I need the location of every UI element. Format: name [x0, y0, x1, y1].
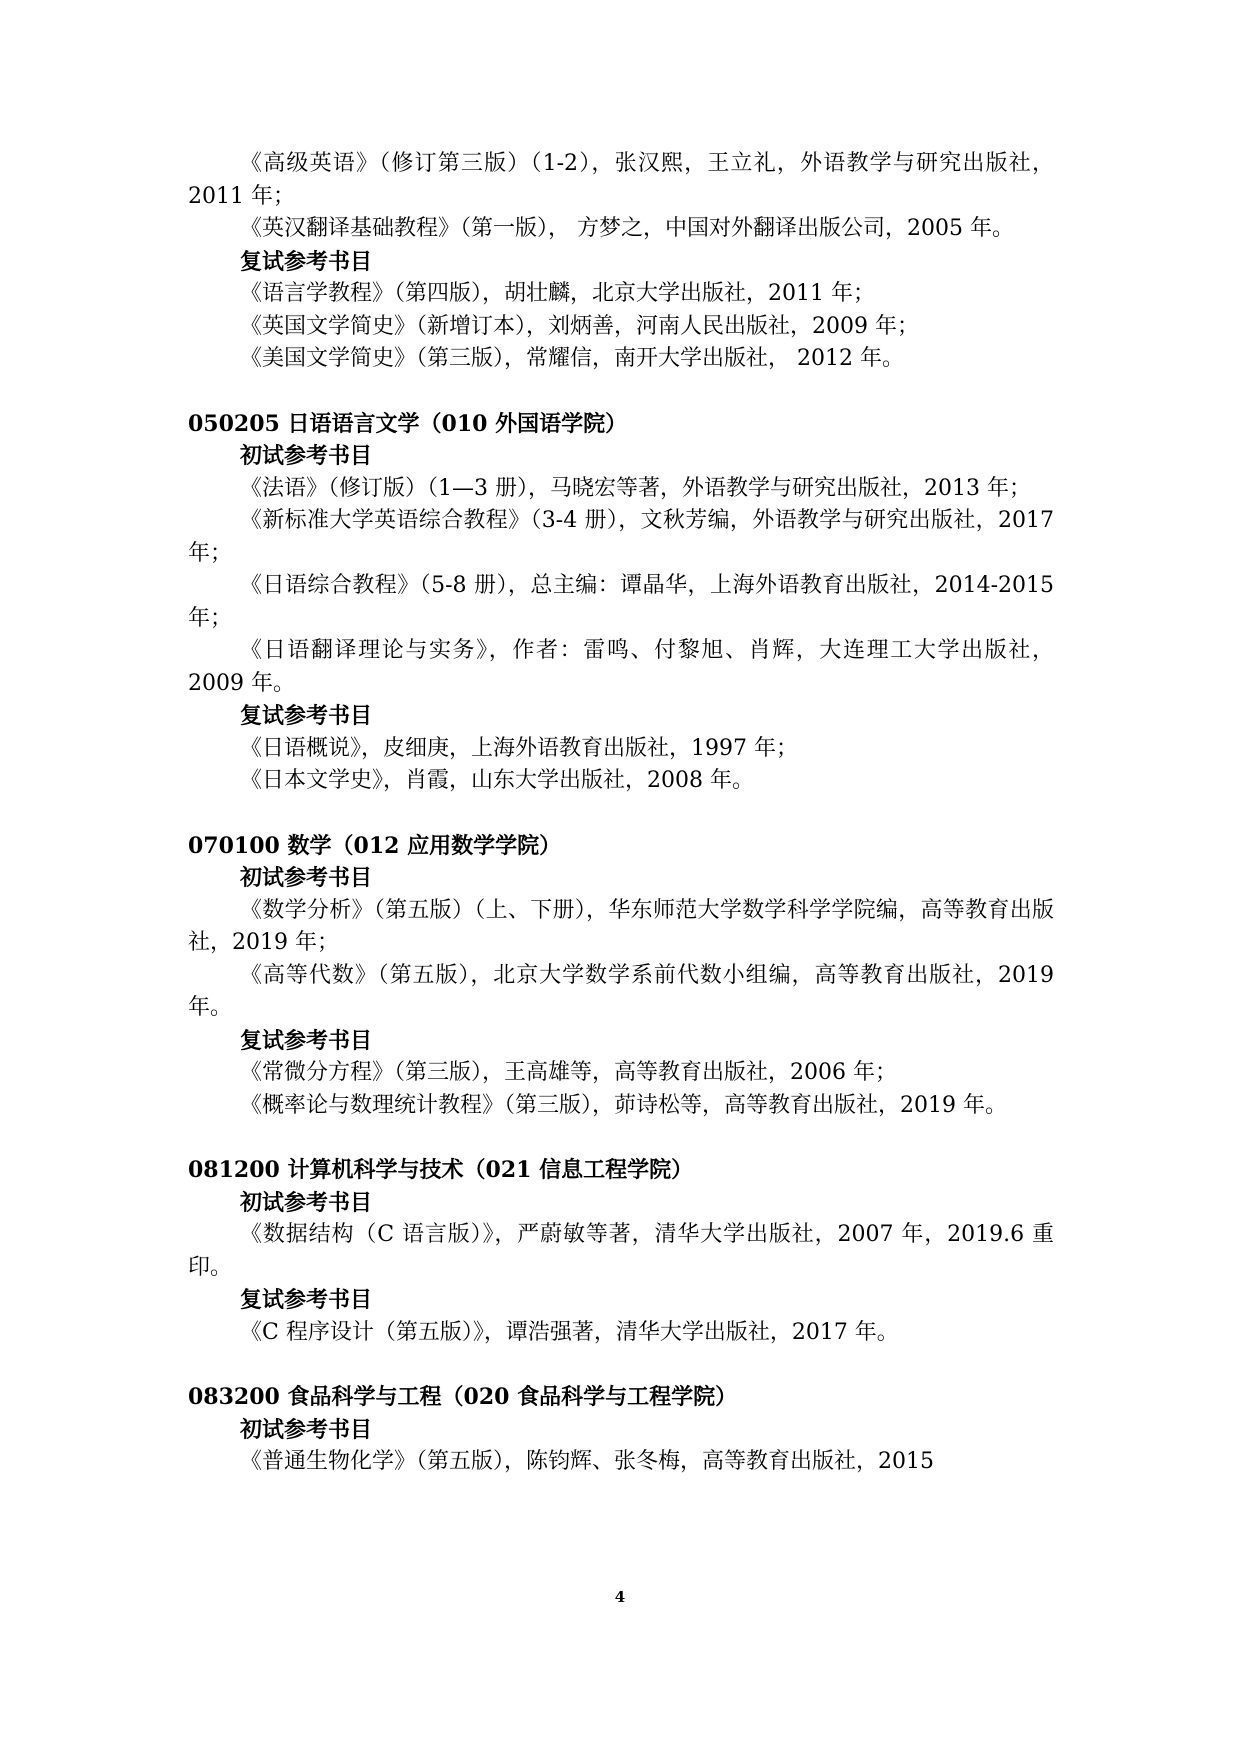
retest-heading: 复试参考书目: [240, 703, 373, 729]
section-spacer: [188, 1349, 1054, 1381]
section-spacer: [188, 376, 1054, 408]
book-entry: 《C 程序设计（第五版）》，谭浩强著，清华大学出版社，2017 年。: [240, 1319, 899, 1345]
section-spacer: [188, 798, 1054, 830]
retest-heading: 复试参考书目: [240, 248, 373, 275]
book-entry: 《数学分析》（第五版）（上、下册），华东师范大学数学科学学院编，高等教育出版社，2019 年；: [188, 897, 1054, 955]
book-entry: 《新标准大学英语综合教程》（3-4 册），文秋芳编，外语教学与研究出版社，2017 年；: [188, 508, 1054, 566]
book-entry: 《日语综合教程》（5-8 册），总主编：谭晶华，上海外语教育出版社，2014-2015 年；: [188, 573, 1054, 631]
book-entry: 《法语》（修订版）（1—3 册），马晓宏等著，外语教学与研究出版社，2013 年；: [240, 475, 1031, 501]
book-entry: 《常微分方程》（第三版），王高雄等，高等教育出版社，2006 年；: [240, 1060, 897, 1085]
section-title: 070100 数学（012 应用数学学院）: [188, 832, 562, 859]
page-content: [188, 148, 1054, 1479]
first-exam-heading: 初试参考书目: [240, 1416, 373, 1443]
first-exam-heading: 初试参考书目: [240, 1189, 373, 1216]
book-entry: 《日语翻译理论与实务》，作者：雷鸣、付黎旭、肖辉，大连理工大学出版社，2009 年。: [188, 638, 1054, 696]
first-exam-heading: 初试参考书目: [240, 865, 373, 891]
book-entry: 《美国文学简史》（第三版），常耀信，南开大学出版社， 2012 年。: [240, 346, 904, 371]
book-entry: 《日语概说》，皮细庚，上海外语教育出版社，1997 年；: [240, 735, 798, 761]
section-spacer: [188, 1122, 1054, 1154]
page-number: 4: [614, 1588, 626, 1606]
first-exam-heading: 初试参考书目: [240, 443, 373, 469]
book-entry: 《数据结构（C 语言版）》，严蔚敏等著，清华大学出版社，2007 年，2019.6 重印。: [188, 1222, 1054, 1280]
book-entry: 《英汉翻译基础教程》（第一版）， 方梦之，中国对外翻译出版公司，2005 年。: [240, 216, 1014, 241]
book-entry: 《普通生物化学》（第五版），陈钧辉、张冬梅，高等教育出版社，2015: [240, 1449, 934, 1474]
book-entry: 《日本文学史》，肖霞，山东大学出版社，2008 年。: [240, 768, 754, 793]
book-entry: 《高等代数》（第五版），北京大学数学系前代数小组编，高等教育出版社，2019 年。: [188, 962, 1054, 1020]
section-title: 081200 计算机科学与技术（021 信息工程学院）: [188, 1157, 694, 1183]
book-entry: 《英国文学简史》（新增订本），刘炳善，河南人民出版社，2009 年；: [240, 313, 919, 339]
retest-heading: 复试参考书目: [240, 1027, 373, 1054]
section-title: 050205 日语语言文学（010 外国语学院）: [188, 410, 628, 437]
book-entry: 《高级英语》（修订第三版）（1-2），张汉熙，王立礼，外语教学与研究出版社，2011 年；: [188, 151, 1054, 209]
section-title: 083200 食品科学与工程（020 食品科学与工程学院）: [188, 1384, 738, 1410]
book-entry: 《概率论与数理统计教程》（第三版），茆诗松等，高等教育出版社，2019 年。: [240, 1092, 1007, 1118]
retest-heading: 复试参考书目: [240, 1287, 373, 1313]
book-entry: 《语言学教程》（第四版），胡壮麟，北京大学出版社，2011 年；: [240, 281, 875, 306]
